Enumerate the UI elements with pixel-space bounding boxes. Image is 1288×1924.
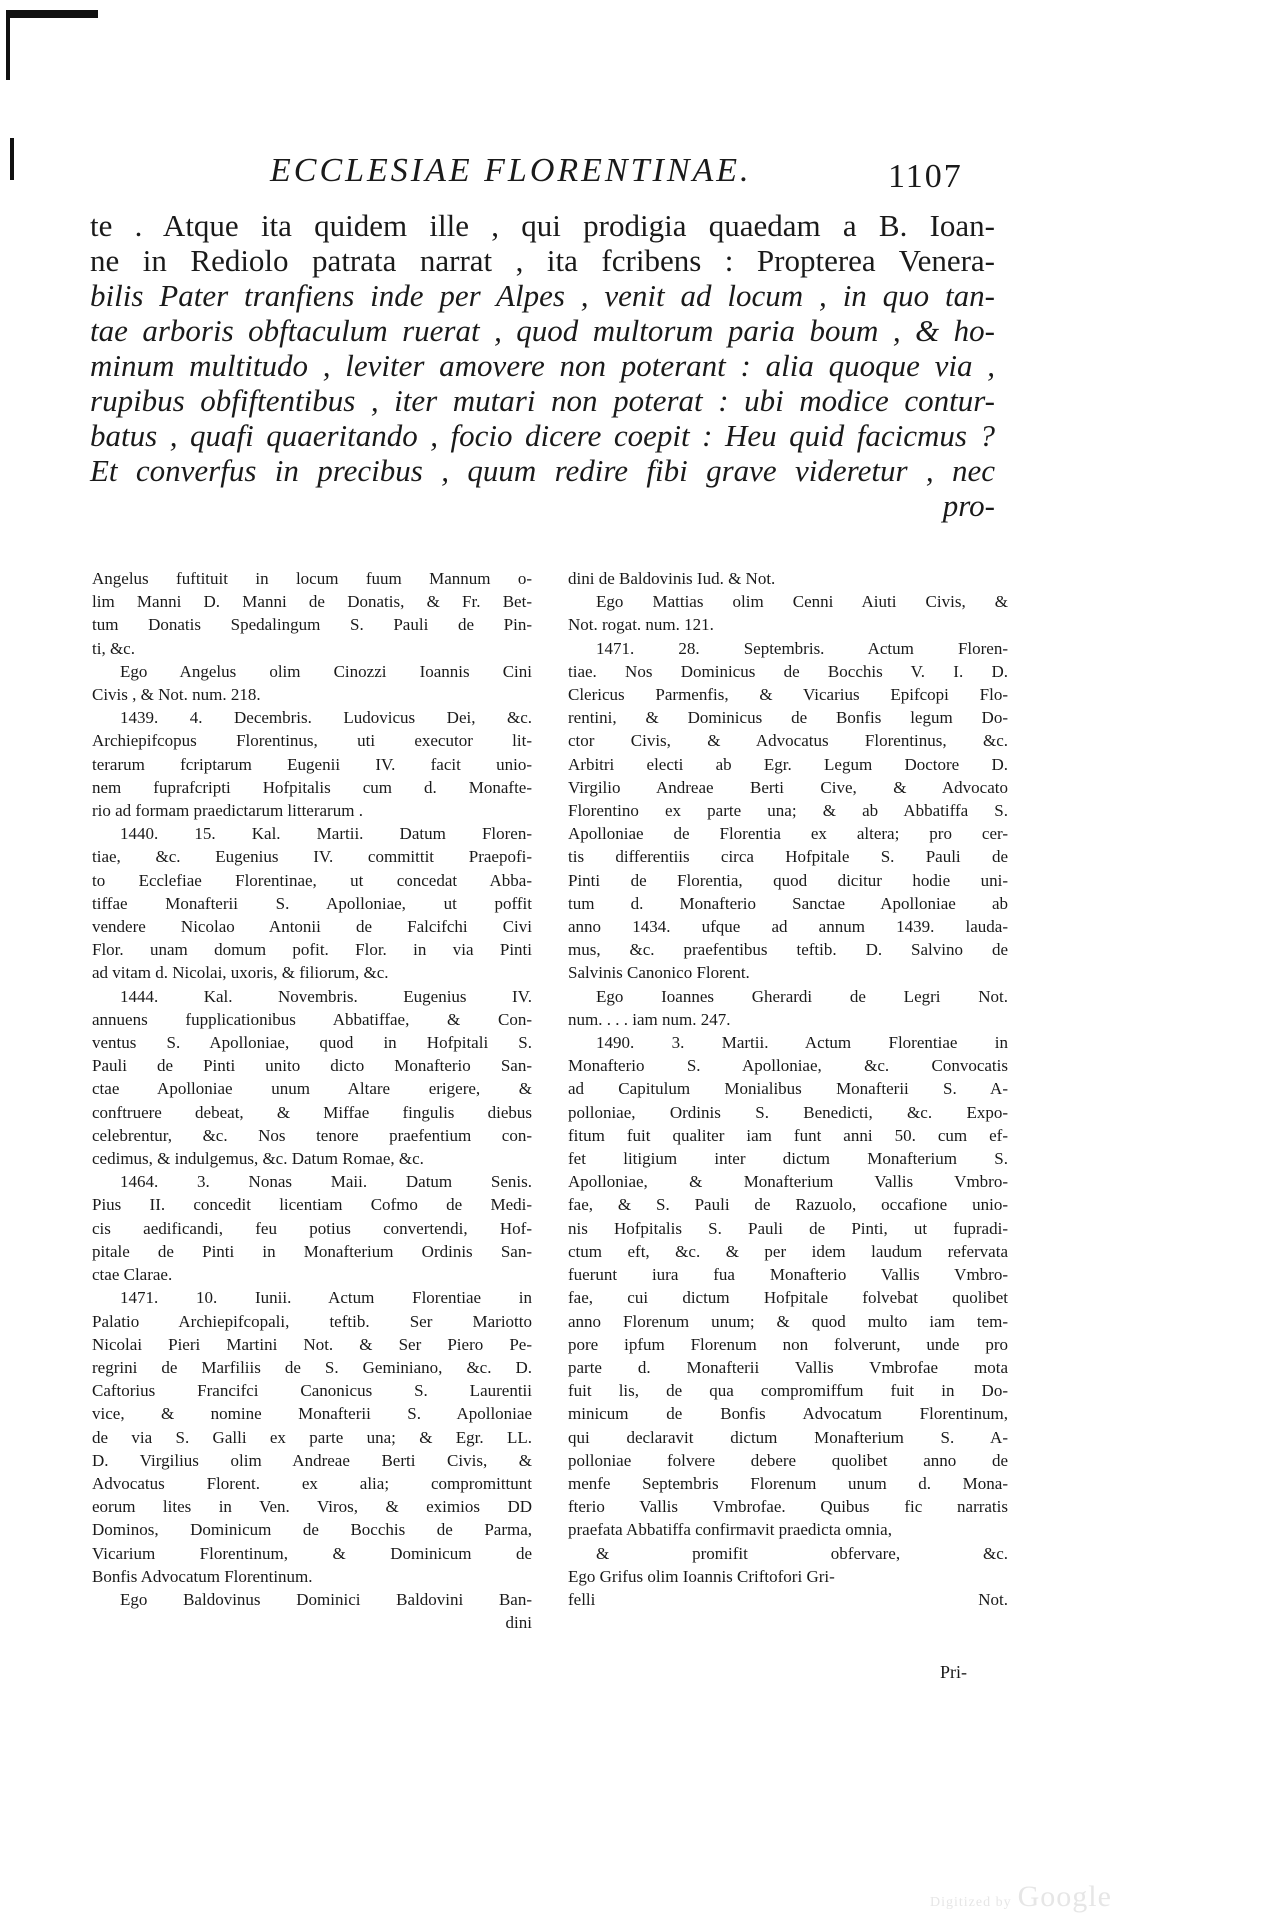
- column-line: celebrentur, &c. Nos tenore praefentium con-: [92, 1125, 532, 1145]
- column-line: tiffae Monafterii S. Apolloniae, ut poffit: [92, 893, 532, 913]
- column-line: tiae, &c. Eugenius IV. committit Praepofi-: [92, 847, 532, 867]
- column-line: nis Hofpitalis S. Pauli de Pinti, ut fupradi-: [568, 1218, 1008, 1238]
- column-line: Pinti de Florentia, quod dicitur hodie uni-: [568, 870, 1008, 890]
- main-text-line: ne in Rediolo patrata narrat , ita fcribens : Propterea Venera-: [90, 243, 995, 278]
- column-line: Flor. unam domum pofit. Flor. in via Pinti: [92, 940, 532, 960]
- column-line: Bonfis Advocatum Florentinum.: [92, 1566, 313, 1586]
- column-line: terarum fcriptarum Eugenii IV. facit unio-: [92, 754, 532, 774]
- column-line: Salvinis Canonico Florent.: [568, 963, 750, 983]
- main-text-line: rupibus obfiftentibus , iter mutari non poterat : ubi modice contur-: [90, 383, 995, 418]
- column-line: fae, cui dictum Hofpitale folvebat quolibet: [568, 1288, 1008, 1308]
- column-line: Angelus fuftituit in locum fuum Mannum o-: [92, 569, 532, 588]
- column-line: polloniae, Ordinis S. Benedicti, &c. Expo-: [568, 1102, 1008, 1122]
- column-line: cedimus, & indulgemus, &c. Datum Romae, &c.: [92, 1149, 424, 1169]
- column-line: Caftorius Francifci Canonicus S. Laurentii: [92, 1381, 532, 1401]
- main-text-line: tae arboris obftaculum ruerat , quod multorum paria boum , & ho-: [90, 313, 995, 348]
- column-line: Civis , & Not. num. 218.: [92, 685, 261, 705]
- scan-corner-mark: [8, 10, 98, 18]
- column-line: eorum lites in Ven. Viros, & eximios DD: [92, 1497, 532, 1517]
- watermark-prefix: Digitized by: [930, 1895, 1012, 1910]
- column-line: anno 1434. ufque ad annum 1439. lauda-: [568, 917, 1008, 937]
- column-line: Pius II. concedit licentiam Cofmo de Medi-: [92, 1195, 532, 1215]
- running-head: ECCLESIAE FLORENTINAE.: [270, 152, 752, 189]
- column-line: felli Not.: [568, 1589, 1008, 1609]
- column-line: Clericus Parmenfis, & Vicarius Epifcopi Flo-: [568, 685, 1008, 705]
- column-line: fet litigium inter dictum Monafterium S.: [568, 1149, 1008, 1169]
- right-column: [568, 567, 1008, 1611]
- column-line: Palatio Archiepifcopali, teftib. Ser Mariotto: [92, 1311, 532, 1331]
- column-line: ctae Clarae.: [92, 1265, 173, 1285]
- column-line: parte d. Monafterii Vallis Vmbrofae mota: [568, 1357, 1008, 1377]
- column-line: regrini de Marfiliis de S. Geminiano, &c. D.: [92, 1357, 532, 1377]
- column-line: de via S. Galli ex parte una; & Egr. LL.: [92, 1427, 532, 1447]
- column-line: vendere Nicolao Antonii de Falcifchi Civi: [92, 917, 532, 937]
- column-line: praefata Abbatiffa confirmavit praedicta omnia,: [568, 1520, 892, 1540]
- column-line: ti, &c.: [92, 638, 135, 658]
- main-text-line: batus , quafi quaeritando , focio dicere coepit : Heu quid facicmus ?: [90, 418, 995, 453]
- column-line: Virgilio Andreae Berti Cive, & Advocato: [568, 777, 1008, 797]
- column-line: ventus S. Apolloniae, quod in Hofpitali S.: [92, 1033, 532, 1053]
- column-line: Advocatus Florent. ex alia; compromittunt: [92, 1473, 532, 1493]
- column-line: ad Capitulum Monialibus Monafterii S. A-: [568, 1079, 1008, 1099]
- column-line: Florentino ex parte una; & ab Abbatiffa S.: [568, 801, 1008, 821]
- scan-corner-mark-vertical: [6, 10, 10, 80]
- scan-edge-mark: [10, 138, 14, 180]
- column-line: polloniae folvere debere quolibet anno de: [568, 1450, 1008, 1470]
- column-line: ad vitam d. Nicolai, uxoris, & filiorum, &c.: [92, 963, 389, 983]
- digitization-watermark: [930, 1880, 1112, 1914]
- column-line: vice, & nomine Monafterii S. Apolloniae: [92, 1404, 532, 1424]
- column-line: Not. rogat. num. 121.: [568, 615, 714, 635]
- column-line: fuerunt iura fua Monafterio Vallis Vmbro-: [568, 1265, 1008, 1285]
- main-text-block: [90, 208, 995, 523]
- column-line: pore ipfum Florenum non folverunt, unde pro: [568, 1334, 1008, 1354]
- column-line: Apolloniae, & Monafterium Vallis Vmbro-: [568, 1172, 1008, 1192]
- watermark-name: Google: [1017, 1880, 1112, 1913]
- column-line: Ego Baldovinus Dominici Baldovini Ban-: [120, 1589, 532, 1609]
- column-line: Ego Angelus olim Cinozzi Ioannis Cini: [120, 661, 532, 681]
- column-line: tis differentiis circa Hofpitale S. Pauli de: [568, 847, 1008, 867]
- column-line: fae, & S. Pauli de Razuolo, occafione unio-: [568, 1195, 1008, 1215]
- column-line: annuens fupplicationibus Abbatiffae, & Con-: [92, 1009, 532, 1029]
- column-line: menfe Septembris Florenum unum d. Mona-: [568, 1473, 1008, 1493]
- column-line: pitale de Pinti in Monafterium Ordinis San-: [92, 1241, 532, 1261]
- column-line: Arbitri electi ab Egr. Legum Doctore D.: [568, 754, 1008, 774]
- column-line: dini de Baldovinis Iud. & Not.: [568, 569, 776, 588]
- column-line: ctae Apolloniae unum Altare erigere, &: [92, 1079, 532, 1099]
- column-line: Dominos, Dominicum de Bocchis de Parma,: [92, 1520, 532, 1540]
- column-line: Vicarium Florentinum, & Dominicum de: [92, 1543, 532, 1563]
- column-line: ctum eft, &c. & per idem laudum refervata: [568, 1241, 1008, 1261]
- column-line: Nicolai Pieri Martini Not. & Ser Piero Pe-: [92, 1334, 532, 1354]
- column-line: lim Manni D. Manni de Donatis, & Fr. Bet-: [92, 592, 532, 612]
- column-line: Ego Ioannes Gherardi de Legri Not.: [596, 986, 1008, 1006]
- left-column: [92, 567, 532, 1634]
- column-line: & promifit obfervare, &c.: [596, 1543, 1008, 1563]
- column-line: 1464. 3. Nonas Maii. Datum Senis.: [120, 1172, 532, 1192]
- column-line: 1439. 4. Decembris. Ludovicus Dei, &c.: [120, 708, 532, 728]
- main-text-line: Et converfus in precibus , quum redire fibi grave videretur , nec: [90, 453, 995, 488]
- column-catchword: Pri-: [940, 1662, 967, 1682]
- column-line: tiae. Nos Dominicus de Bocchis V. I. D.: [568, 661, 1008, 681]
- column-line: 1444. Kal. Novembris. Eugenius IV.: [120, 986, 532, 1006]
- column-line: num. . . . iam num. 247.: [568, 1009, 731, 1029]
- column-line: to Ecclefiae Florentinae, ut concedat Abba-: [92, 870, 532, 890]
- page-number: 1107: [888, 158, 963, 195]
- column-line: Pauli de Pinti unito dicto Monafterio San-: [92, 1056, 532, 1076]
- column-line: 1490. 3. Martii. Actum Florentiae in: [596, 1033, 1008, 1053]
- column-line: Ego Grifus olim Ioannis Criftofori Gri-: [568, 1566, 835, 1586]
- column-line: tum d. Monafterio Sanctae Apolloniae ab: [568, 893, 1008, 913]
- column-line: fuit lis, de qua compromiffum fuit in Do-: [568, 1381, 1008, 1401]
- column-line: conftruere debeat, & Miffae fingulis diebus: [92, 1102, 532, 1122]
- column-line: mus, &c. praefentibus teftib. D. Salvino de: [568, 940, 1008, 960]
- column-line: Archiepifcopus Florentinus, uti executor lit-: [92, 731, 532, 751]
- column-line: Ego Mattias olim Cenni Aiuti Civis, &: [596, 592, 1008, 612]
- column-line: Monafterio S. Apolloniae, &c. Convocatis: [568, 1056, 1008, 1076]
- column-line: dini: [505, 1613, 532, 1633]
- column-line: 1471. 10. Iunii. Actum Florentiae in: [120, 1288, 532, 1308]
- column-line: rio ad formam praedictarum litterarum .: [92, 801, 363, 821]
- column-line: 1471. 28. Septembris. Actum Floren-: [596, 638, 1008, 658]
- column-line: 1440. 15. Kal. Martii. Datum Floren-: [120, 824, 532, 844]
- column-line: fitum fuit qualiter iam funt anni 50. cum ef-: [568, 1125, 1008, 1145]
- column-line: fterio Vallis Vmbrofae. Quibus fic narratis: [568, 1497, 1008, 1517]
- column-line: D. Virgilius olim Andreae Berti Civis, &: [92, 1450, 532, 1470]
- column-line: anno Florenum unum; & quod multo iam tem-: [568, 1311, 1008, 1331]
- column-line: rentini, & Dominicus de Bonfis legum Do-: [568, 708, 1008, 728]
- main-text-line: minum multitudo , leviter amovere non poterant : alia quoque via ,: [90, 348, 995, 383]
- column-line: ctor Civis, & Advocatus Florentinus, &c.: [568, 731, 1008, 751]
- main-catchword: pro-: [942, 488, 995, 523]
- column-line: Apolloniae de Florentia ex altera; pro cer-: [568, 824, 1008, 844]
- main-text-line: bilis Pater tranfiens inde per Alpes , venit ad locum , in quo tan-: [90, 278, 995, 313]
- main-text-line: te . Atque ita quidem ille , qui prodigia quaedam a B. Ioan-: [90, 208, 995, 243]
- column-line: minicum de Bonfis Advocatum Florentinum,: [568, 1404, 1008, 1424]
- column-line: cis aedificandi, feu potius convertendi, Hof-: [92, 1218, 532, 1238]
- column-line: qui declaravit dictum Monafterium S. A-: [568, 1427, 1008, 1447]
- column-line: nem fuprafcripti Hofpitalis cum d. Monafte-: [92, 777, 532, 797]
- column-line: tum Donatis Spedalingum S. Pauli de Pin-: [92, 615, 532, 635]
